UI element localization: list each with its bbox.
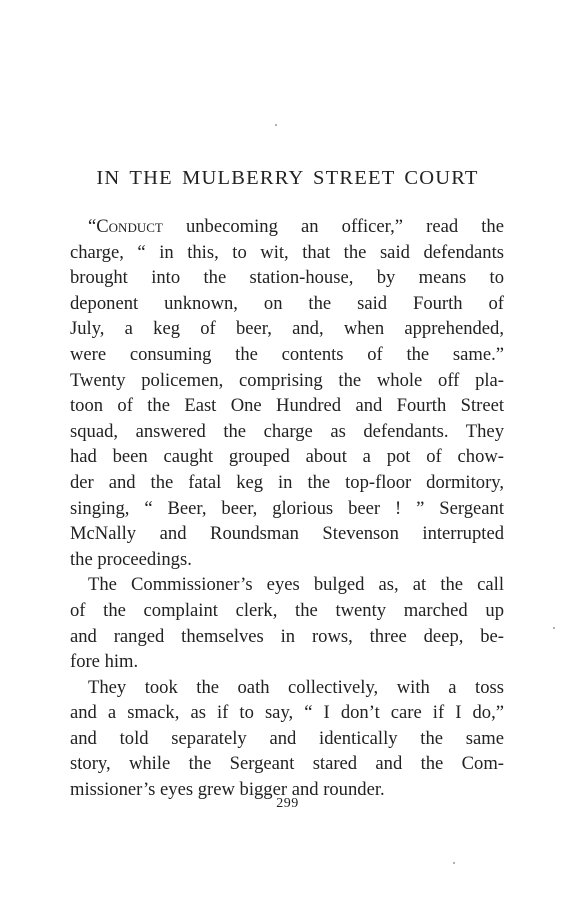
text-line: McNally and Roundsman Stevenson interrupted [70,523,504,545]
text-line: July, a keg of beer, and, when apprehended, [70,318,504,340]
text-line: the proceedings. [70,548,192,570]
body-text [70,214,504,803]
text-line: Twenty policemen, comprising the whole off pla- [70,369,504,391]
paragraph [70,214,504,572]
text-line: singing, “ Beer, beer, glorious beer ! ” Sergeant [70,497,504,519]
text-line: missioner’s eyes grew bigger and rounder. [70,779,385,801]
opening-quote: “ [88,216,97,237]
text-line: story, while the Sergeant stared and the Com- [70,753,504,775]
text-line: They took the oath collectively, with a toss [88,676,504,698]
text-line: der and the fatal keg in the top-floor dormitory, [70,471,504,493]
text-line [70,214,504,240]
paragraph [70,572,504,674]
text-line: squad, answered the charge as defendants. They [70,420,504,442]
page-number: 299 [276,796,299,811]
text-line: and told separately and identically the same [70,727,504,749]
small-caps-word: Conduct [96,216,163,237]
text-line: The Commissioner’s eyes bulged as, at the call [88,574,504,596]
chapter-title: IN THE MULBERRY STREET COURT [96,167,479,189]
paragraph [70,675,504,803]
text-line: brought into the station-house, by means to [70,267,504,289]
text-line: were consuming the contents of the same.” [70,343,504,365]
text-line: and a smack, as if to say, “ I don’t care if I do,” [70,702,504,724]
text-line: and ranged themselves in rows, three deep, be- [70,625,504,647]
scan-speck [453,862,455,864]
scan-speck [275,124,277,126]
line-text: unbecoming an officer,” read the [162,216,504,237]
text-line: toon of the East One Hundred and Fourth Street [70,395,504,417]
text-line: of the complaint clerk, the twenty marched up [70,599,504,621]
scan-speck [553,627,555,629]
text-line: fore him. [70,651,139,673]
text-line: deponent unknown, on the said Fourth of [70,292,504,314]
text-line: charge, “ in this, to wit, that the said defendants [70,241,504,263]
text-line: had been caught grouped about a pot of chow- [70,446,504,468]
